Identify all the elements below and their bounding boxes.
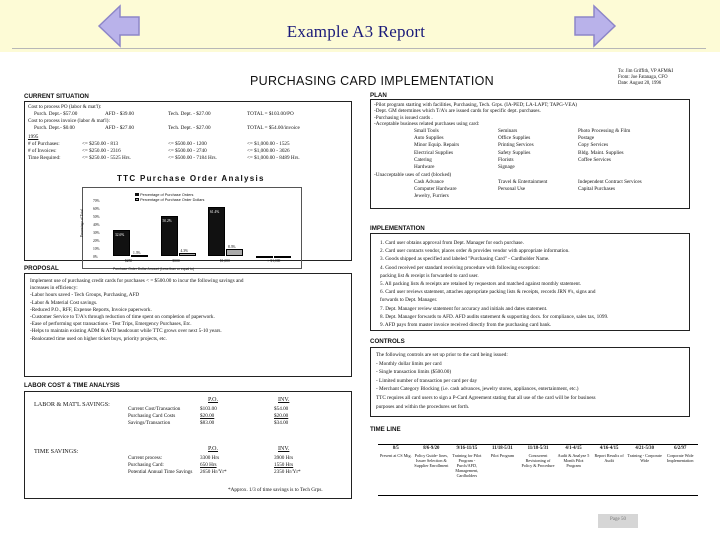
list-item: Cash Advance xyxy=(414,179,444,185)
list-item: -Purchasing is issued cards . xyxy=(374,114,433,121)
legend-orders-label: Percentage of Purchase Orders xyxy=(140,193,194,197)
unacceptable-col-3 xyxy=(578,179,642,193)
list-item: 2. Card user contacts vendor, places order & provides vendor with appropriate information. xyxy=(380,248,570,255)
list-item: Hardware xyxy=(414,164,435,171)
list-item: 9. AFD pays from master invoice received directly from the purchasing card bank. xyxy=(380,322,552,329)
timeline-date: 8/6-9/20 xyxy=(423,446,440,451)
list-item: Travel & Entertainment xyxy=(498,179,548,185)
list-item: Signage xyxy=(498,164,515,171)
list-item: Small Tools xyxy=(414,128,439,134)
list-item: - Monthly dollar limits per card xyxy=(376,360,442,367)
cell: $83.00 xyxy=(200,420,215,426)
list-item: -Labor hours saved - Tech Groups, Purchasing, AFD xyxy=(30,292,140,299)
po-analysis-chart xyxy=(79,187,302,271)
list-item: TTC requires all card users to sign a P-Card Agreement stating that all use of the card will be for business xyxy=(376,394,596,401)
unacceptable-col-2 xyxy=(498,179,547,193)
list-item: Coffee Services xyxy=(578,156,611,163)
cell: # of Invoices: xyxy=(28,148,57,154)
cell: <= $250.00 - 813 xyxy=(82,141,119,147)
cell: 3900 Hrs xyxy=(274,455,294,461)
cell: Purchasing Card: xyxy=(128,462,164,468)
col-inv: INV. xyxy=(278,397,290,403)
list-item: -Labor & Material Cost savings. xyxy=(30,299,98,306)
list-item: - Single transaction limits ($500.00) xyxy=(376,369,452,376)
cell: # of Purchases: xyxy=(28,141,60,147)
cell: 2650 Hr/Yr* xyxy=(200,469,227,475)
timeline-step xyxy=(485,445,521,458)
cell: <= $250.00 - 2316 xyxy=(82,148,121,154)
acceptable-col-3 xyxy=(578,128,630,164)
labor-heading: LABOR COST & TIME ANALYSIS xyxy=(24,382,120,389)
timeline-step xyxy=(520,445,556,468)
report-title: PURCHASING CARD IMPLEMENTATION xyxy=(250,74,494,88)
cell: 1550 Hrs xyxy=(274,462,294,468)
list-item: Electrical Supplies xyxy=(414,149,454,156)
col-po-2: P.O. xyxy=(208,446,219,452)
list-item: Photo Processing & Film xyxy=(578,128,631,134)
cell: 2350 Hr/Yr* xyxy=(274,469,301,475)
cost-invoice-label: Cost to process invoice (labor & mat'l): xyxy=(28,118,110,124)
timeline-item: Pilot Program xyxy=(490,453,515,458)
list-item: -Acceptable business related purchases using card: xyxy=(374,120,480,127)
header-divider xyxy=(12,48,706,49)
timeline-item: Training - Corporate Wide xyxy=(627,453,662,463)
data-label: 32.6% xyxy=(115,232,125,237)
implementation-heading: IMPLEMENTATION xyxy=(370,225,425,232)
proposal-heading: PROPOSAL xyxy=(24,265,59,272)
cell: <= $1,000.00 - 8489 Hrs. xyxy=(247,155,300,161)
list-item: -Ease of performing spot transactions - Test Trips, Emergency Purchases, Etc. xyxy=(30,321,192,328)
chart-title: TTC Purchase Order Analysis xyxy=(117,174,265,183)
plan-intro xyxy=(374,102,577,127)
data-label: 61.4% xyxy=(210,209,220,214)
list-item: - Limited number of transaction per card per day xyxy=(376,377,478,384)
cell: <= $500.00 - 1200 xyxy=(168,141,207,147)
acceptable-col-2 xyxy=(498,128,534,171)
col-po: P.O. xyxy=(208,397,219,403)
page-number: Page 50 xyxy=(598,514,638,528)
cell: Tech. Dept. - $27.00 xyxy=(168,125,211,131)
year-label: 1995 xyxy=(28,134,39,140)
chart-ylabel: Percentage of Total xyxy=(79,209,84,237)
data-label: 8.3% xyxy=(228,245,236,250)
list-item: increases in efficiency: xyxy=(30,285,78,292)
y-tick-label: 0% xyxy=(93,255,98,259)
list-item: Florists xyxy=(498,156,514,163)
cell: $54.00 xyxy=(274,406,289,412)
memo-to: To: Jim Griffith, VP AFM&I xyxy=(618,69,674,74)
cell: 3300 Hrs xyxy=(200,455,220,461)
timeline-step xyxy=(591,445,627,463)
list-item: -Dept. GM determines which T/A's are issued cards for specific dept. purchases. xyxy=(374,108,541,115)
list-item: Implement use of purchasing credit cards for purchases < = $500.00 to incur the following savings and xyxy=(30,278,244,284)
implementation-list xyxy=(380,239,608,329)
cell: Time Required: xyxy=(28,155,61,161)
list-item: Seminars xyxy=(498,128,518,134)
list-item: Independent Contract Services xyxy=(578,179,642,185)
chart-xlabel: Purchase Order Dollar Amount (Less than or equal to) xyxy=(113,267,195,271)
y-tick-label: 10% xyxy=(93,247,100,251)
cell: Tech. Dept. - $27.00 xyxy=(168,111,211,117)
list-item: Copy Services xyxy=(578,142,609,149)
timeline-item: Corporate Wide Implementation xyxy=(666,453,694,463)
y-tick-label: 50% xyxy=(93,215,100,219)
cell: <= $500.00 - 2740 xyxy=(168,148,207,154)
timeline-table xyxy=(378,444,698,496)
list-item: -Reduced P.O., RFF, Expense Reports, Invoice paperwork. xyxy=(30,306,152,313)
memo-from: From: Joe Fatanaga, CFO xyxy=(618,75,668,80)
memo-date: Date: August 20, 1996 xyxy=(618,81,662,86)
list-item: Printing Services xyxy=(498,142,534,149)
timeline-date: 9/16-11/15 xyxy=(456,446,478,451)
acceptable-col-1 xyxy=(414,128,459,171)
cell: AFD - $39.00 xyxy=(105,111,134,117)
cell: 650 Hrs xyxy=(200,462,217,468)
timeline-date: 11/18-5/31 xyxy=(527,446,549,451)
cell: Current Cost/Transaction xyxy=(128,406,181,412)
current-situation-heading: CURRENT SITUATION xyxy=(24,93,89,100)
timeline-date: 6/2/97 xyxy=(674,446,687,451)
timeline-item: Policy Guide- lines, Issuer Selection & Supplier Enrollment xyxy=(414,453,449,468)
unacceptable-label: -Unacceptable uses of card (blocked) xyxy=(374,172,452,178)
timeline-item: Audit & Analyze 5 Month Pilot Program xyxy=(557,453,590,468)
x-tick-label: $500 xyxy=(172,259,180,263)
plan-heading: PLAN xyxy=(370,92,387,99)
list-item: packing list & receipt is forwarded to card user. xyxy=(380,272,479,279)
y-tick-label: 20% xyxy=(93,239,100,243)
cell: Potential Annual Time Savings xyxy=(128,469,193,475)
timeline-step xyxy=(378,445,414,458)
cell: <= $250.00 - 5525 Hrs. xyxy=(82,155,131,161)
list-item: - Merchant Category Blocking (i.e. cash advances, jewelry stores, appliances, entertainment, etc.) xyxy=(376,386,579,393)
list-item: Capital Purchases xyxy=(578,186,616,193)
cell: $34.00 xyxy=(274,420,289,426)
list-item: Catering xyxy=(414,156,432,163)
timeline-item: Concurrent Revisioning of Policy & Procedure xyxy=(521,453,555,468)
list-item: Jewelry, Furriers xyxy=(414,193,449,200)
timeline-heading: TIME LINE xyxy=(370,426,401,433)
list-item: -Customer Service to T/A's through reduction of time spent on completion of paperwork. xyxy=(30,314,215,321)
timeline-item: Present at CS Mtg. xyxy=(379,453,412,458)
list-item: forwards to Dept. Manager. xyxy=(380,297,438,304)
cell: TOTAL = $54.00/invoice xyxy=(247,125,300,131)
x-tick-label: > $1,000 xyxy=(267,259,281,263)
list-item: 1. Card user obtains approval from Dept. Manager for each purchase. xyxy=(380,240,524,246)
footnote: *Approx. 1/3 of time savings is to Tech Grps. xyxy=(228,487,323,493)
proposal-list xyxy=(30,278,243,343)
cell: Purch. Dept.- $0.00 xyxy=(34,125,75,131)
data-label: 50.2% xyxy=(162,218,172,223)
list-item: purposes and within the procedures set forth. xyxy=(376,403,470,410)
a3-report xyxy=(22,66,694,496)
list-item: Office Supplies xyxy=(498,135,531,142)
cell: <= $500.00 - 7184 Hrs. xyxy=(168,155,217,161)
list-item: Minor Equip. Repairs xyxy=(414,142,460,149)
cell: Purch. Dept.- $57.00 xyxy=(34,111,78,117)
savings-heading: LABOR & MAT'L SAVINGS: xyxy=(34,401,110,408)
cell: $20.00 xyxy=(274,413,289,419)
controls-list xyxy=(376,351,596,411)
timeline-step xyxy=(627,445,663,463)
x-tick-label: $1,000 xyxy=(220,259,230,263)
timeline-step xyxy=(662,445,698,463)
list-item: Safety Supplies xyxy=(498,149,531,156)
list-item: 5. All packing lists & receipts are retained by requestors and matched against monthly statement. xyxy=(380,281,582,288)
report-memo-header xyxy=(618,69,673,87)
cell: AFD - $27.00 xyxy=(105,125,134,131)
unacceptable-col-1 xyxy=(414,179,457,201)
timeline-date: 4/1-4/15 xyxy=(565,446,582,451)
cell: $20.00 xyxy=(200,413,215,419)
timeline-step xyxy=(414,445,450,468)
y-tick-label: 30% xyxy=(93,231,100,235)
cell: Savings/Transaction xyxy=(128,420,171,426)
controls-heading: CONTROLS xyxy=(370,338,405,345)
timeline-step xyxy=(556,445,592,468)
data-label: 4.3% xyxy=(180,248,188,253)
list-item: -Realocated time used on higher ticket buys, priority projects, etc. xyxy=(30,335,167,342)
list-item: -Helps to maintain existing ADM & AFD headcount while TTC grows over next 5-10 years. xyxy=(30,328,222,335)
list-item: -Pilot program starting with facilities, Purchasing, Tech. Grps. (IA-PED; LA-LAPT; TAPG-VEA) xyxy=(374,102,578,108)
data-label: 1.3% xyxy=(133,250,141,255)
timeline-item: Report Results of Audit xyxy=(594,453,624,463)
timeline-date: 4/21-5/30 xyxy=(635,446,654,451)
timeline-step xyxy=(449,445,485,478)
list-item: Bldg. Maint. Supplies xyxy=(578,149,624,156)
legend-dollars xyxy=(135,197,204,203)
y-tick-label: 70% xyxy=(93,199,100,203)
cost-po-label: Cost to process PO (labor & mat'l): xyxy=(28,104,102,110)
list-item: 7. Dept. Manager review statement for accuracy and initials and dates statement. xyxy=(380,305,548,312)
legend-dollars-label: Percentage of Purchase Order Dollars xyxy=(140,198,205,202)
cell: Purchasing Card Costs xyxy=(128,413,176,419)
y-tick-label: 60% xyxy=(93,207,100,211)
list-item: Auto Supplies xyxy=(414,135,444,142)
list-item: Computer Hardware xyxy=(414,186,457,193)
list-item: Personal Use xyxy=(498,186,526,193)
list-item: 6. Card user reviews statement, attaches appropriate packing lists & receipts, records JRN #'s, signs and xyxy=(380,289,596,296)
timeline-date: 11/18-5/31 xyxy=(492,446,513,451)
cell: Current process: xyxy=(128,455,163,461)
col-inv-2: INV. xyxy=(278,446,290,452)
cell: $103.00 xyxy=(200,406,217,412)
list-item: The following controls are set up prior to the card being issued: xyxy=(376,352,508,358)
timeline-date: 4/16-4/15 xyxy=(599,446,619,451)
list-item: 8. Dept. Manager forwards to AFD. AFD audits statement & supporting docs. for compliance, sales tax, 1099. xyxy=(380,313,609,320)
list-item: 3. Goods shipped as specified and labeled "Purchasing Card" - Cardholder Name. xyxy=(380,256,550,263)
time-heading: TIME SAVINGS: xyxy=(34,448,79,455)
list-item: Postage xyxy=(578,135,595,142)
cell: <= $1,000.00 - 3026 xyxy=(247,148,290,154)
timeline-date: 8/5 xyxy=(392,446,399,451)
y-tick-label: 40% xyxy=(93,223,100,227)
cell: TOTAL = $103.00/PO xyxy=(247,111,294,117)
slide-title: Example A3 Report xyxy=(286,22,426,41)
list-item: 4. Good received per standard receiving procedure with following exception: xyxy=(380,264,540,271)
cell: <= $1,000.00 - 1525 xyxy=(247,141,290,147)
timeline-item: Training for Pilot Program - Purch/AFD, Management, Cardholders xyxy=(452,453,482,478)
x-tick-label: $250 xyxy=(125,259,133,263)
